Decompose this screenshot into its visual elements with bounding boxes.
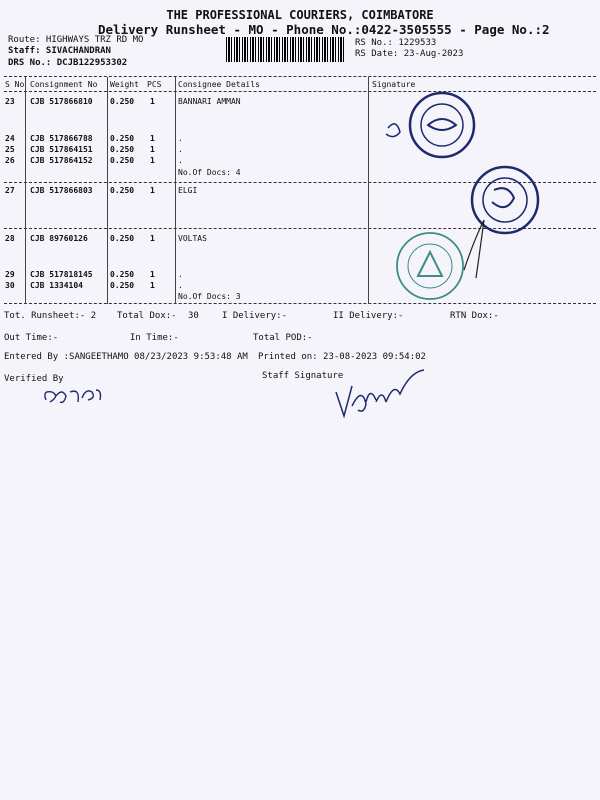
docs-count: No.Of Docs: 4 xyxy=(178,168,241,177)
row-consignment: CJB 517866803 xyxy=(30,186,93,195)
total-runsheet: Tot. Runsheet:- 2 xyxy=(4,311,97,321)
verifier-signature xyxy=(40,380,110,410)
row-sno: 25 xyxy=(5,145,15,154)
row-consignee: . xyxy=(178,281,183,290)
total-dox-value: 30 xyxy=(188,311,199,321)
rtn-dox: RTN Dox:- xyxy=(450,311,499,321)
entered-by: Entered By :SANGEETHAMO 08/23/2023 9:53:48 AM xyxy=(4,352,248,362)
row-consignment: CJB 517866810 xyxy=(30,97,93,106)
rs-number: RS No.: 1229533 xyxy=(355,38,437,48)
runsheet-title: Delivery Runsheet - MO - Phone No.:0422-3505555 - Page No.:2 xyxy=(98,22,550,37)
row-pcs: 1 xyxy=(150,270,155,279)
company-stamp-voltas xyxy=(397,220,484,299)
col-divider xyxy=(107,77,108,304)
col-header-consignment: Consignment No xyxy=(30,80,98,89)
row-consignee: . xyxy=(178,270,183,279)
row-pcs: 1 xyxy=(150,134,155,143)
row-consignment: CJB 517818145 xyxy=(30,270,93,279)
verified-by-label: Verified By xyxy=(4,374,64,384)
row-weight: 0.250 xyxy=(110,270,135,279)
row-pcs: 1 xyxy=(150,186,155,195)
row-weight: 0.250 xyxy=(110,281,135,290)
route-label: Route: HIGHWAYS TRZ RD MO xyxy=(8,35,144,45)
printed-on: Printed on: 23-08-2023 09:54:02 xyxy=(258,352,426,362)
row-consignee: BANNARI AMMAN xyxy=(178,97,241,106)
company-stamp-bannari xyxy=(386,93,474,157)
row-sno: 29 xyxy=(5,270,15,279)
drs-number: DRS No.: DCJB122953302 xyxy=(8,58,128,68)
row-weight: 0.250 xyxy=(110,97,135,106)
company-name: THE PROFESSIONAL COURIERS, COIMBATORE xyxy=(166,8,434,22)
row-consignment: CJB 89760126 xyxy=(30,234,88,243)
row-pcs: 1 xyxy=(150,156,155,165)
in-time: In Time:- xyxy=(130,333,179,343)
ii-delivery: II Delivery:- xyxy=(333,311,404,321)
total-dox-label: Total Dox:- xyxy=(117,311,177,321)
signature-stamps xyxy=(368,80,600,310)
col-header-weight: Weight xyxy=(110,80,139,89)
row-weight: 0.250 xyxy=(110,186,135,195)
col-divider xyxy=(175,77,176,304)
col-header-signature: Signature xyxy=(372,80,416,89)
row-sno: 26 xyxy=(5,156,15,165)
docs-count: No.Of Docs: 3 xyxy=(178,292,241,301)
col-divider xyxy=(25,77,26,304)
col-header-pcs: PCS xyxy=(147,80,162,89)
staff-label: Staff: SIVACHANDRAN xyxy=(8,46,111,56)
row-sno: 30 xyxy=(5,281,15,290)
table-top-rule xyxy=(4,76,596,77)
row-consignment: CJB 517866788 xyxy=(30,134,93,143)
row-consignment: CJB 517864151 xyxy=(30,145,93,154)
row-pcs: 1 xyxy=(150,145,155,154)
row-consignee: ELGI xyxy=(178,186,198,195)
row-weight: 0.250 xyxy=(110,234,135,243)
row-sno: 27 xyxy=(5,186,15,195)
row-sno: 28 xyxy=(5,234,15,243)
row-consignee: . xyxy=(178,134,183,143)
rs-date: RS Date: 23-Aug-2023 xyxy=(355,49,464,59)
staff-handwritten-signature xyxy=(330,362,430,422)
row-weight: 0.250 xyxy=(110,145,135,154)
row-sno: 23 xyxy=(5,97,15,106)
staff-signature-label: Staff Signature xyxy=(262,371,344,381)
row-weight: 0.250 xyxy=(110,134,135,143)
barcode xyxy=(226,37,346,62)
row-consignee: VOLTAS xyxy=(178,234,207,243)
row-pcs: 1 xyxy=(150,234,155,243)
row-consignment: CJB 517864152 xyxy=(30,156,93,165)
row-weight: 0.250 xyxy=(110,156,135,165)
total-pod: Total POD:- xyxy=(253,333,313,343)
row-pcs: 1 xyxy=(150,97,155,106)
out-time: Out Time:- xyxy=(4,333,59,343)
row-pcs: 1 xyxy=(150,281,155,290)
row-consignee: . xyxy=(178,145,183,154)
row-consignee: . xyxy=(178,156,183,165)
col-header-sno: S No xyxy=(5,80,25,89)
i-delivery: I Delivery:- xyxy=(222,311,288,321)
row-sno: 24 xyxy=(5,134,15,143)
col-header-consignee: Consignee Details xyxy=(178,80,260,89)
row-consignment: CJB 1334104 xyxy=(30,281,83,290)
